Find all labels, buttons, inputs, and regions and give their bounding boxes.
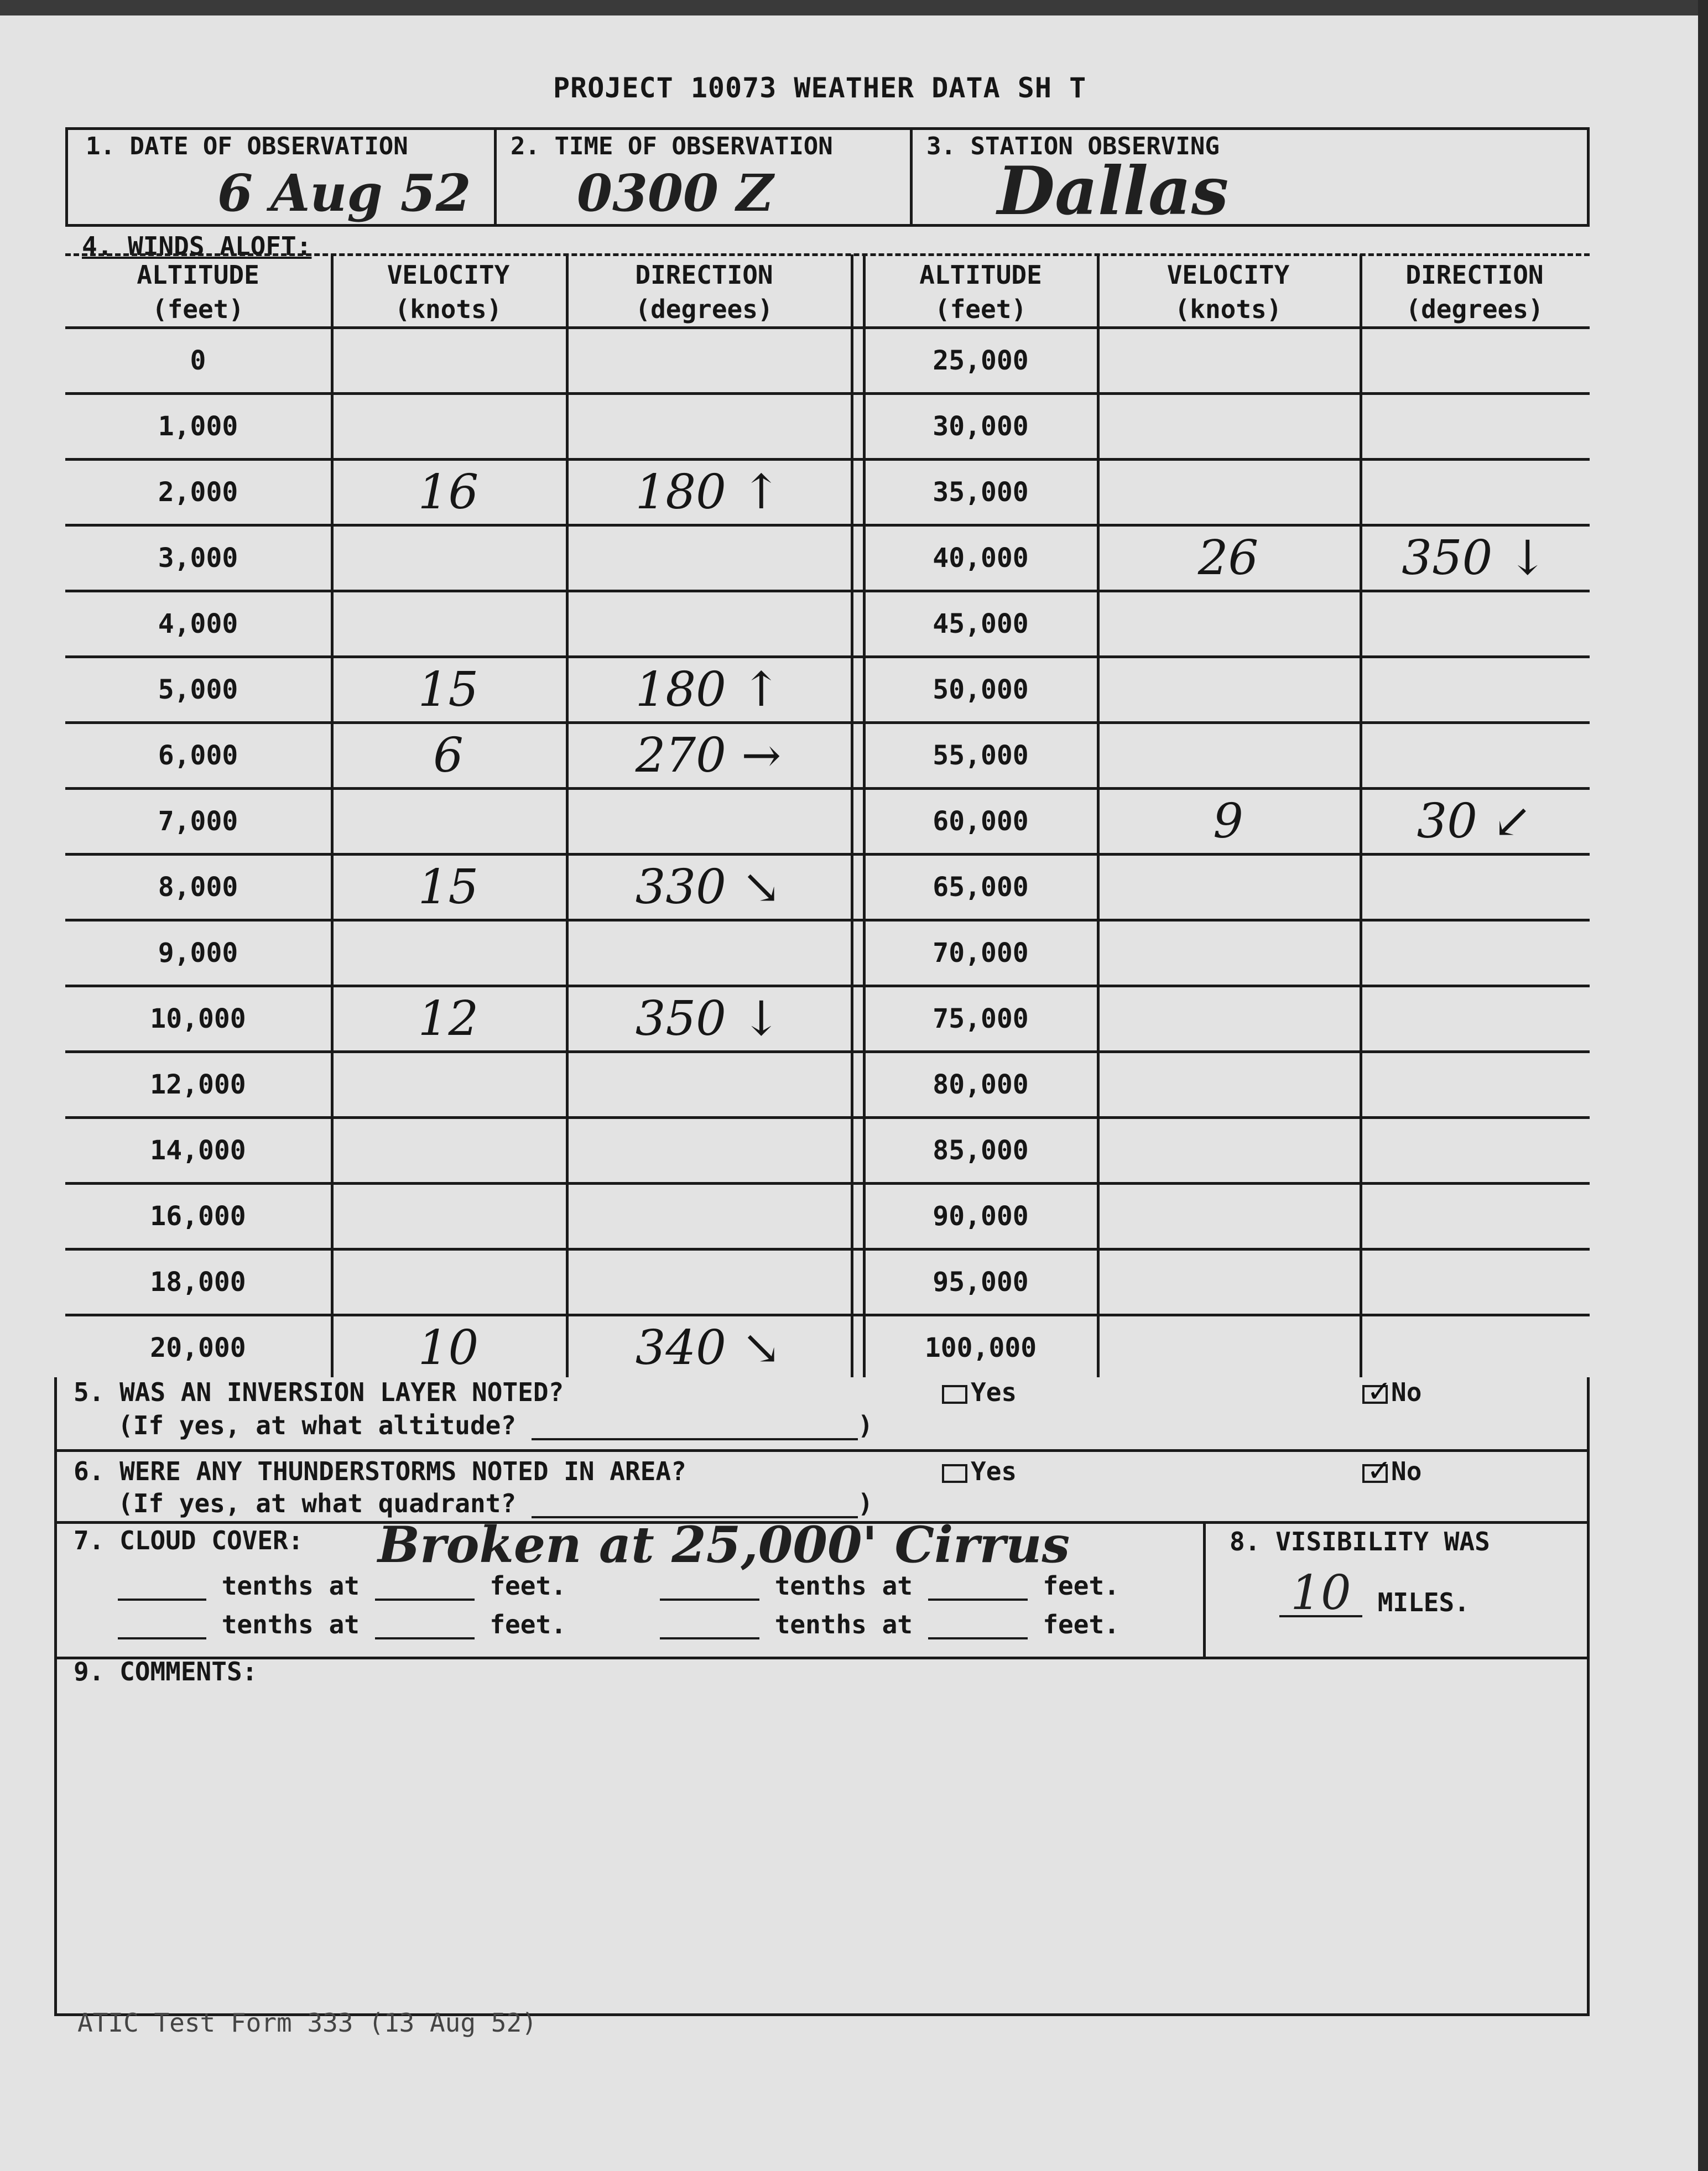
right-altitude-cell: 75,000	[933, 1003, 1029, 1034]
left-velocity-cell	[331, 592, 566, 655]
winds-table-row	[65, 392, 1590, 458]
right-altitude-cell: 85,000	[933, 1135, 1029, 1166]
left-velocity-cell: 10	[418, 1320, 479, 1376]
visibility-line: 10 MILES.	[1279, 1571, 1470, 1617]
left-velocity-cell	[331, 1251, 566, 1314]
left-altitude-cell: 4,000	[158, 608, 238, 639]
winds-table-row	[65, 326, 1590, 392]
station-label: 3. STATION OBSERVING	[926, 132, 1220, 160]
left-velocity-cell	[331, 329, 566, 392]
winds-table-row	[65, 985, 1590, 1050]
right-velocity-cell	[1097, 724, 1360, 787]
left-direction-cell	[566, 790, 851, 853]
winds-table-row	[65, 1248, 1590, 1314]
left-velocity-cell: 16	[418, 465, 479, 520]
winds-table-row	[65, 1314, 1590, 1379]
right-direction-cell	[1360, 1119, 1590, 1182]
right-direction-cell	[1360, 856, 1590, 919]
right-altitude-cell: 90,000	[933, 1201, 1029, 1232]
right-direction-cell	[1360, 395, 1590, 458]
form-footer: ATIC Test Form 333 (13 Aug 52)	[77, 2008, 537, 2038]
left-altitude-cell: 2,000	[158, 477, 238, 508]
left-velocity-cell	[331, 1185, 566, 1248]
inversion-sub: (If yes, at what altitude? )	[118, 1410, 873, 1440]
left-velocity-cell: 15	[418, 662, 479, 717]
left-altitude-cell: 3,000	[158, 543, 238, 574]
time-value: 0300 Z	[577, 163, 774, 223]
station-value: Dallas	[997, 152, 1229, 230]
observation-header-box	[65, 127, 1590, 230]
right-altitude-cell: 65,000	[933, 872, 1029, 903]
left-direction-cell: 350 ↓	[635, 991, 782, 1047]
right-velocity-cell	[1097, 592, 1360, 655]
left-altitude-cell: 6,000	[158, 740, 238, 771]
right-velocity-cell	[1097, 856, 1360, 919]
comments-label: 9. COMMENTS:	[74, 1657, 258, 1686]
winds-table-row	[65, 721, 1590, 787]
right-direction-cell	[1360, 592, 1590, 655]
scan-right-edge	[1698, 0, 1708, 2171]
thunderstorm-no-option[interactable]: ✓ No	[1362, 1456, 1421, 1486]
left-direction-cell	[566, 1185, 851, 1248]
right-velocity-cell: 9	[1213, 794, 1243, 849]
left-direction-cell: 180 ↑	[635, 662, 782, 717]
left-velocity-cell: 15	[418, 860, 479, 915]
left-direction-cell	[566, 527, 851, 590]
left-velocity-cell	[331, 790, 566, 853]
left-velocity-cell: 12	[418, 991, 479, 1047]
right-direction-cell	[1360, 1251, 1590, 1314]
winds-aloft-table	[65, 227, 1590, 1377]
form-title: PROJECT 10073 WEATHER DATA SH T	[553, 72, 1087, 104]
comments-section	[54, 1657, 1590, 2016]
right-altitude-cell: 50,000	[933, 674, 1029, 705]
thunderstorm-yes-checkbox[interactable]	[942, 1464, 967, 1483]
cloud-cover-handwritten: Broken at 25,000' Cirrus	[378, 1516, 1070, 1574]
right-direction-cell	[1360, 658, 1590, 721]
right-velocity-cell	[1097, 461, 1360, 524]
right-direction-cell: 30 ↙	[1417, 794, 1533, 849]
right-altitude-cell: 95,000	[933, 1267, 1029, 1298]
cloud-row-4: tenths at feet.	[660, 1610, 1119, 1639]
left-direction-cell	[566, 395, 851, 458]
left-altitude-cell: 16,000	[150, 1201, 246, 1232]
cloud-cover-label: 7. CLOUD COVER:	[74, 1526, 304, 1555]
right-direction-cell	[1360, 461, 1590, 524]
right-velocity-cell	[1097, 395, 1360, 458]
right-direction-header: DIRECTION (degrees)	[1405, 260, 1544, 324]
right-velocity-header: VELOCITY (knots)	[1167, 260, 1290, 324]
right-direction-cell	[1360, 329, 1590, 392]
left-velocity-header: VELOCITY (knots)	[387, 260, 510, 324]
scan-top-edge	[0, 0, 1708, 15]
date-value: 6 Aug 52	[217, 163, 471, 223]
left-velocity-cell: 6	[433, 728, 464, 783]
inversion-yes-checkbox[interactable]	[942, 1385, 967, 1404]
right-altitude-cell: 30,000	[933, 411, 1029, 442]
left-direction-cell: 180 ↑	[635, 465, 782, 520]
right-altitude-cell: 35,000	[933, 477, 1029, 508]
winds-table-row	[65, 1116, 1590, 1182]
inversion-yes-option[interactable]: Yes	[942, 1377, 1017, 1407]
left-altitude-cell: 7,000	[158, 806, 238, 837]
left-altitude-cell: 8,000	[158, 872, 238, 903]
left-direction-cell	[566, 592, 851, 655]
right-altitude-cell: 60,000	[933, 806, 1029, 837]
winds-table-row	[65, 1182, 1590, 1248]
right-direction-cell	[1360, 1185, 1590, 1248]
inversion-no-option[interactable]: ✓ No	[1362, 1377, 1421, 1407]
right-direction-cell	[1360, 987, 1590, 1050]
right-velocity-cell	[1097, 1185, 1360, 1248]
winds-table-row	[65, 590, 1590, 655]
time-label: 2. TIME OF OBSERVATION	[511, 132, 833, 160]
right-velocity-cell	[1097, 658, 1360, 721]
left-altitude-cell: 1,000	[158, 411, 238, 442]
visibility-label: 8. VISIBILITY WAS	[1230, 1527, 1490, 1556]
thunderstorm-no-checkbox[interactable]	[1362, 1464, 1388, 1483]
winds-table-row	[65, 787, 1590, 853]
left-altitude-cell: 18,000	[150, 1267, 246, 1298]
left-direction-cell: 340 ↘	[635, 1320, 782, 1376]
left-altitude-cell: 0	[190, 345, 206, 376]
left-altitude-cell: 20,000	[150, 1332, 246, 1363]
right-velocity-cell: 26	[1197, 530, 1259, 586]
left-altitude-cell: 12,000	[150, 1069, 246, 1100]
right-direction-cell: 350 ↓	[1402, 530, 1548, 586]
left-direction-cell: 270 →	[635, 728, 782, 783]
inversion-no-checkbox[interactable]	[1362, 1385, 1388, 1404]
right-altitude-cell: 45,000	[933, 608, 1029, 639]
right-altitude-cell: 70,000	[933, 938, 1029, 969]
right-altitude-cell: 40,000	[933, 543, 1029, 574]
left-direction-cell	[566, 1053, 851, 1116]
thunderstorm-yes-option[interactable]: Yes	[942, 1456, 1017, 1486]
left-direction-header: DIRECTION (degrees)	[635, 260, 773, 324]
left-velocity-cell	[331, 921, 566, 985]
left-direction-cell	[566, 1251, 851, 1314]
winds-table-row	[65, 1050, 1590, 1116]
right-direction-cell	[1360, 724, 1590, 787]
winds-table-row	[65, 524, 1590, 590]
right-velocity-cell	[1097, 329, 1360, 392]
winds-table-row	[65, 655, 1590, 721]
left-velocity-cell	[331, 527, 566, 590]
right-direction-cell	[1360, 1316, 1590, 1379]
right-altitude-cell: 100,000	[924, 1332, 1037, 1363]
right-altitude-cell: 80,000	[933, 1069, 1029, 1100]
cloud-row-1: tenths at feet.	[118, 1571, 566, 1601]
cloud-visibility-section	[54, 1516, 1590, 1659]
left-velocity-cell	[331, 1119, 566, 1182]
winds-table-row	[65, 853, 1590, 919]
cloud-row-3: tenths at feet.	[118, 1610, 566, 1639]
winds-section-label: 4. WINDS ALOFT:	[82, 231, 312, 261]
left-velocity-cell	[331, 395, 566, 458]
right-velocity-cell	[1097, 1316, 1360, 1379]
left-direction-cell: 330 ↘	[635, 860, 782, 915]
right-velocity-cell	[1097, 987, 1360, 1050]
winds-table-row	[65, 458, 1590, 524]
visibility-value: 10	[1279, 1571, 1362, 1617]
thunderstorm-sub: (If yes, at what quadrant? )	[118, 1488, 873, 1518]
cloud-row-2: tenths at feet.	[660, 1571, 1119, 1601]
left-direction-cell	[566, 921, 851, 985]
right-direction-cell	[1360, 1053, 1590, 1116]
left-altitude-header: ALTITUDE (feet)	[137, 260, 259, 324]
right-velocity-cell	[1097, 921, 1360, 985]
right-altitude-cell: 25,000	[933, 345, 1029, 376]
left-direction-cell	[566, 329, 851, 392]
right-direction-cell	[1360, 921, 1590, 985]
left-altitude-cell: 14,000	[150, 1135, 246, 1166]
left-altitude-cell: 10,000	[150, 1003, 246, 1034]
right-velocity-cell	[1097, 1053, 1360, 1116]
winds-table-row	[65, 919, 1590, 985]
inversion-question: 5. WAS AN INVERSION LAYER NOTED?	[74, 1377, 564, 1407]
inversion-section	[54, 1377, 1590, 1452]
left-direction-cell	[566, 1119, 851, 1182]
left-altitude-cell: 9,000	[158, 938, 238, 969]
right-velocity-cell	[1097, 1251, 1360, 1314]
left-velocity-cell	[331, 1053, 566, 1116]
thunderstorm-question: 6. WERE ANY THUNDERSTORMS NOTED IN AREA?	[74, 1456, 686, 1486]
thunderstorm-section	[54, 1449, 1590, 1524]
date-label: 1. DATE OF OBSERVATION	[86, 132, 408, 160]
right-altitude-cell: 55,000	[933, 740, 1029, 771]
right-velocity-cell	[1097, 1119, 1360, 1182]
right-altitude-header: ALTITUDE (feet)	[919, 260, 1042, 324]
left-altitude-cell: 5,000	[158, 674, 238, 705]
